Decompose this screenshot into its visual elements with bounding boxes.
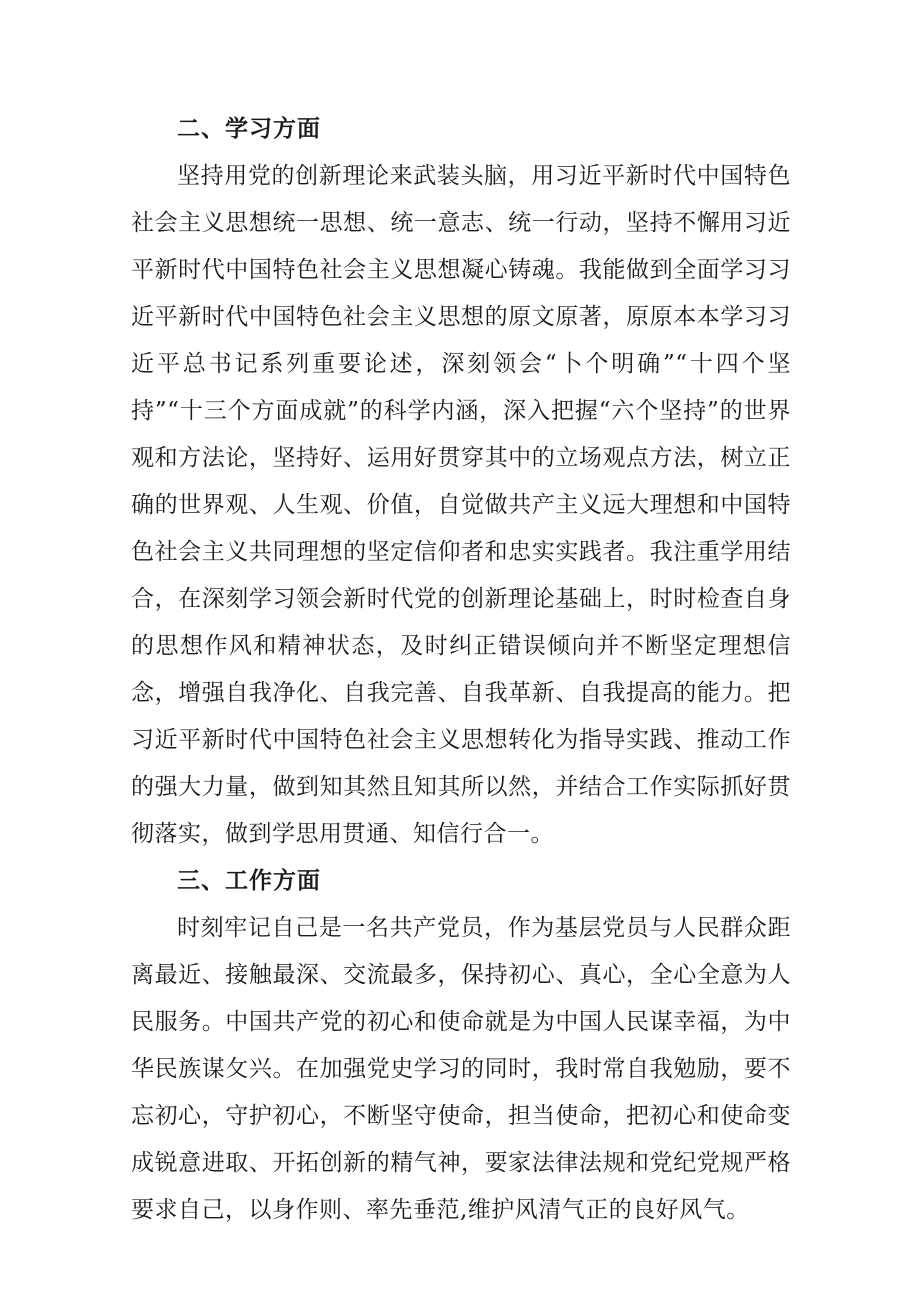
section-heading-work: 三、工作方面: [177, 868, 321, 894]
section-heading-study: 二、学习方面: [177, 116, 321, 142]
document-body: [131, 106, 791, 1234]
section-paragraph-study: 坚持用党的创新理论来武装头脑，用习近平新时代中国特色社会主义思想统一思想、统一意志、统一行动，坚持不懈用习近平新时代中国特色社会主义思想凝心铸魂。我能做到全面学习习近平新时代中国特色社会主义思想的原文原著，原原本本学习习近平总书记系列重要论述，深刻领会“卜个明确”“十四个坚持”“十三个方面成就”的科学内涵，深入把握“六个坚持”的世界观和方法论，坚持好、运用好贯穿其中的立场观点方法，树立正确的世界观、人生观、价值，自觉做共产主义远大理想和中国特色社会主义共同理想的坚定信仰者和忠实实践者。我注重学用结合，在深刻学习领会新时代党的创新理论基础上，时时检查自身的思想作风和精神状态，及时纠正错误倾向并不断坚定理想信念，增强自我净化、自我完善、自我革新、自我提高的能力。把习近平新时代中国特色社会主义思想转化为指导实践、推动工作的强大力量，做到知其然且知其所以然，并结合工作实际抓好贯彻落实，做到学思用贯通、知信行合一。: [131, 163, 791, 847]
section-paragraph-work: 时刻牢记自己是一名共产党员，作为基层党员与人民群众距离最近、接触最深、交流最多，保持初心、真心，全心全意为人民服务。中国共产党的初心和使命就是为中国人民谋幸福，为中华民族谋攵兴。在加强党史学习的同时，我时常自我勉励，要不忘初心，守护初心，不断坚守使命，担当使命，把初心和使命变成锐意进取、开拓创新的精气神，要家法律法规和党纪党规严格要求自己，以身作则、率先垂范,维护风清气正的良好风气。: [131, 915, 791, 1223]
